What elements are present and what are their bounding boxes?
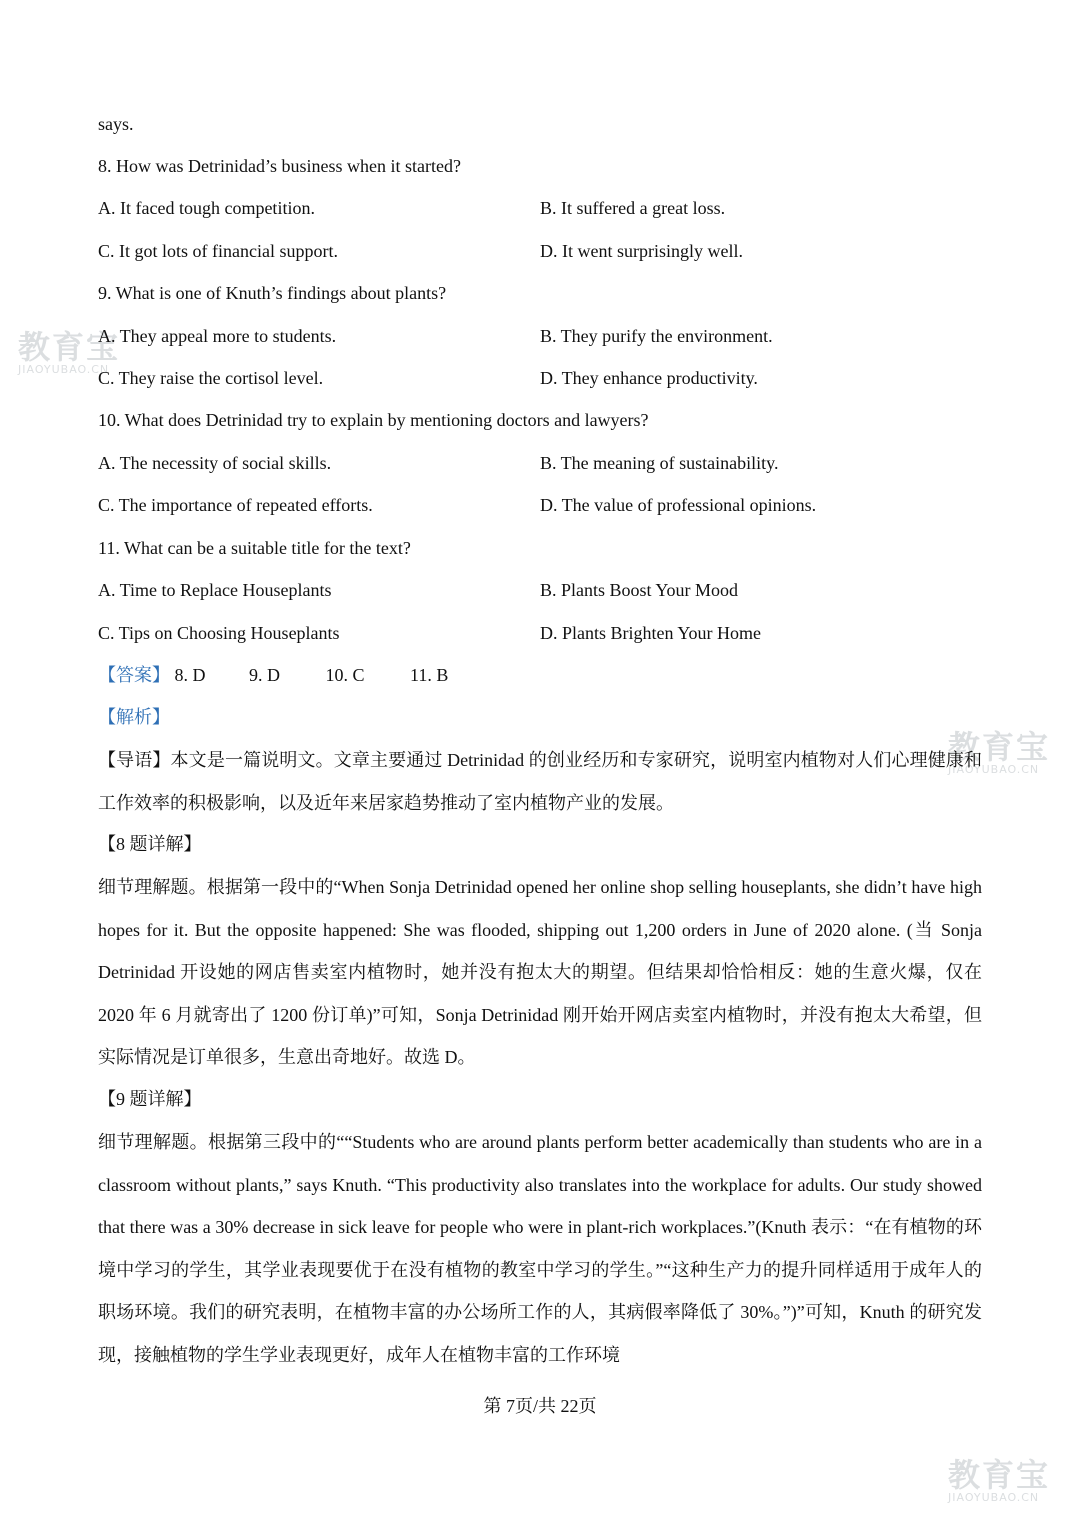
q10-option-c: C. The importance of repeated efforts. (98, 495, 373, 515)
q9-option-d: D. They enhance productivity. (540, 368, 758, 388)
previous-text-fragment: says. (98, 114, 134, 134)
q9-option-a: A. They appeal more to students. (98, 326, 337, 346)
answer-11: 11. B (410, 665, 449, 685)
watermark-logo: 教育宝 (948, 728, 1051, 766)
q10-option-d: D. The value of professional opinions. (540, 495, 817, 515)
q8-detail-label: 【8 题详解】 (98, 834, 202, 854)
analysis-label: 【解析】 (98, 707, 170, 727)
question-10-stem: 10. What does Detrinidad try to explain by mentioning doctors and lawyers? (98, 410, 649, 430)
watermark-domain: JIAOYUBAO.CN (948, 1491, 1040, 1504)
q9-detail-label: 【9 题详解】 (98, 1089, 202, 1109)
q10-option-a: A. The necessity of social skills. (98, 453, 332, 473)
q11-option-c: C. Tips on Choosing Houseplants (98, 623, 340, 643)
watermark-logo: 教育宝 (948, 1456, 1051, 1494)
q9-option-c: C. They raise the cortisol level. (98, 368, 324, 388)
question-8-stem: 8. How was Detrinidad’s business when it started? (98, 156, 461, 176)
q11-option-d: D. Plants Brighten Your Home (540, 623, 762, 643)
q8-detail-paragraph: 细节理解题。根据第一段中的“When Sonja Detrinidad opened her online shop selling houseplants, she didn’t have high hopes for it. But the opposite happened: She was flooded, shipping out 1,200 orders in June of 2020 alone. (当 Sonja Detrinidad 开设她的网店售卖室内植物时，她并没有抱太大的期望。但结果却恰恰相反：她的生意火爆，仅在 2020 年 6 月就寄出了 1200 份订单)”可知，Sonja Detrinidad 刚开始开网店卖室内植物时，并没有抱太大希望，但实际情况是订单很多，生意出奇地好。故选 D。 (98, 877, 982, 1067)
page-footer: 第 7页/共 22页 (483, 1396, 597, 1416)
q8-option-a: A. It faced tough competition. (98, 198, 315, 218)
answer-9: 9. D (249, 665, 280, 685)
answer-label: 【答案】 (98, 665, 170, 685)
answer-8: 8. D (174, 665, 206, 685)
question-11-stem: 11. What can be a suitable title for the text? (98, 538, 411, 558)
watermark-bottom-right (948, 1458, 1050, 1504)
answer-line (98, 663, 448, 687)
watermark-logo: 教育宝 (18, 328, 121, 366)
q8-option-b: B. It suffered a great loss. (540, 198, 726, 218)
guide-text: 本文是一篇说明文。文章主要通过 Detrinidad 的创业经历和专家研究，说明室内植物对人们心理健康和工作效率的积极影响，以及近年来居家趋势推动了室内植物产业的发展。 (98, 750, 982, 813)
answer-10: 10. C (325, 665, 365, 685)
watermark-domain: JIAOYUBAO.CN (18, 363, 110, 376)
watermark-domain: JIAOYUBAO.CN (948, 763, 1040, 776)
guide-paragraph (98, 739, 982, 824)
guide-label: 【导语】 (98, 750, 171, 770)
q11-option-a: A. Time to Replace Houseplants (98, 580, 332, 600)
q8-option-c: C. It got lots of financial support. (98, 241, 338, 261)
q10-option-b: B. The meaning of sustainability. (540, 453, 779, 473)
question-9-stem: 9. What is one of Knuth’s findings about plants? (98, 283, 447, 303)
q9-detail-paragraph: 细节理解题。根据第三段中的““Students who are around plants perform better academically than students who are in a classroom without plants,” says Knuth. “This productivity also translates into the workplace for adults. Our study showed that there was a 30% decrease in sick leave for people who were in plant-rich workplaces.”(Knuth 表示：“在有植物的环境中学习的学生，其学业表现要优于在没有植物的教室中学习的学生。”“这种生产力的提升同样适用于成年人的职场环境。我们的研究表明，在植物丰富的办公场所工作的人，其病假率降低了 30%。”)”可知，Knuth 的研究发现，接触植物的学生学业表现更好，成年人在植物丰富的工作环境 (98, 1132, 982, 1365)
q8-option-d: D. It went surprisingly well. (540, 241, 743, 261)
q9-option-b: B. They purify the environment. (540, 326, 773, 346)
q11-option-b: B. Plants Boost Your Mood (540, 580, 739, 600)
